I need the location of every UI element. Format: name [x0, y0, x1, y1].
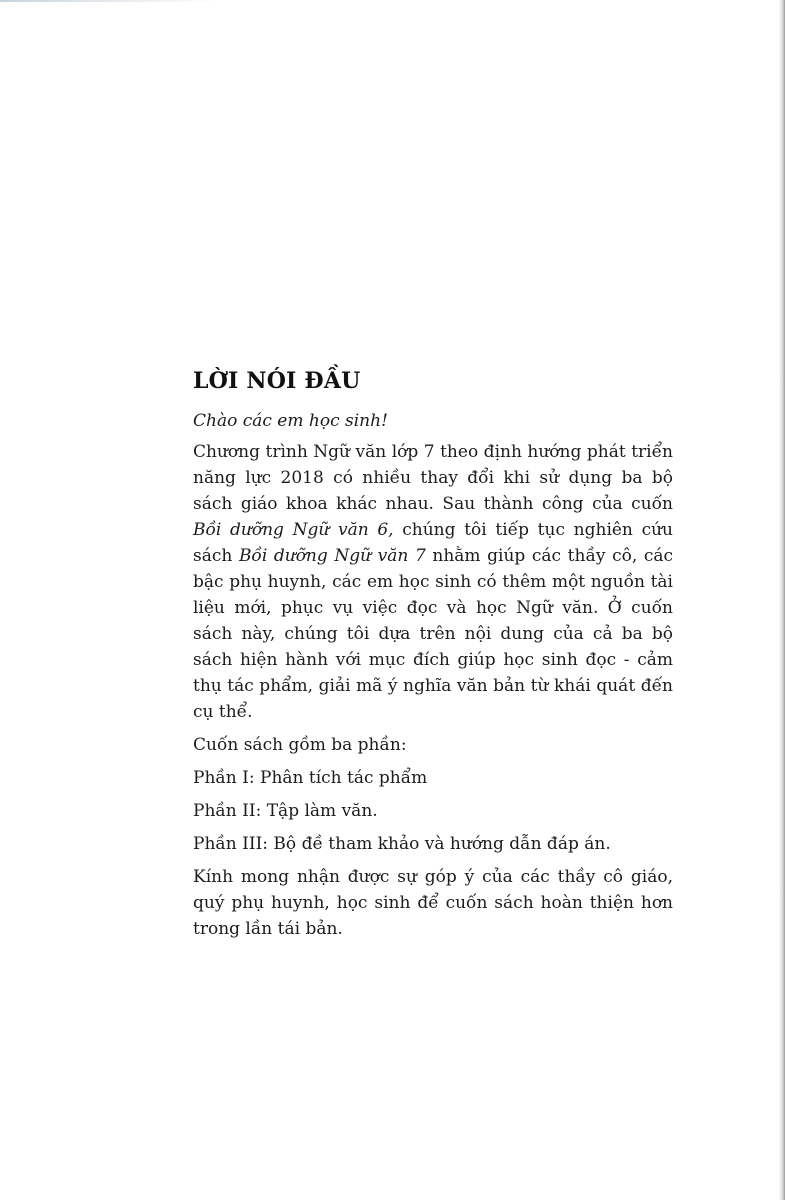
intro-paragraph: [193, 439, 673, 725]
greeting-line: Chào các em học sinh!: [193, 411, 388, 431]
part-item-1: Phần I: Phân tích tác phẩm: [193, 768, 428, 788]
scan-edge-right: [779, 0, 785, 1200]
preface-heading: LỜI NÓI ĐẦU: [193, 368, 361, 394]
part-item-2: Phần II: Tập làm văn.: [193, 801, 378, 821]
book-title-ngu-van-6: Bồi dưỡng Ngữ văn 6,: [193, 520, 394, 540]
closing-paragraph: Kính mong nhận được sự góp ý của các thầy cô giáo, quý phụ huynh, học sinh để cuốn sách hoàn thiện hơn trong lần tái bản.: [193, 867, 673, 939]
intro-text-2: chúng tôi tiếp tục nghiên cứu sách: [193, 520, 673, 566]
parts-intro: Cuốn sách gồm ba phần:: [193, 735, 407, 755]
intro-text-3: nhằm giúp các thầy cô, các bậc phụ huynh, các em học sinh có thêm một nguồn tài liệu mới, phục vụ việc đọc và học Ngữ văn. Ở cuốn sách này, chúng tôi dựa trên nội dung của cả ba bộ sách hiện hành với mục đích giúp học sinh đọc - cảm thụ tác phẩm, giải mã ý nghĩa văn bản từ khái quát đến cụ thể.: [193, 546, 673, 722]
book-title-ngu-van-7: Bồi dưỡng Ngữ văn 7: [238, 546, 426, 566]
part-item-3: Phần III: Bộ đề tham khảo và hướng dẫn đáp án.: [193, 834, 611, 854]
scan-edge-top: [0, 0, 220, 2]
preface-content: [193, 362, 673, 949]
intro-text-1: Chương trình Ngữ văn lớp 7 theo định hướng phát triển năng lực 2018 có nhiều thay đổi khi sử dụng ba bộ sách giáo khoa khác nhau. Sau thành công của cuốn: [193, 442, 673, 514]
